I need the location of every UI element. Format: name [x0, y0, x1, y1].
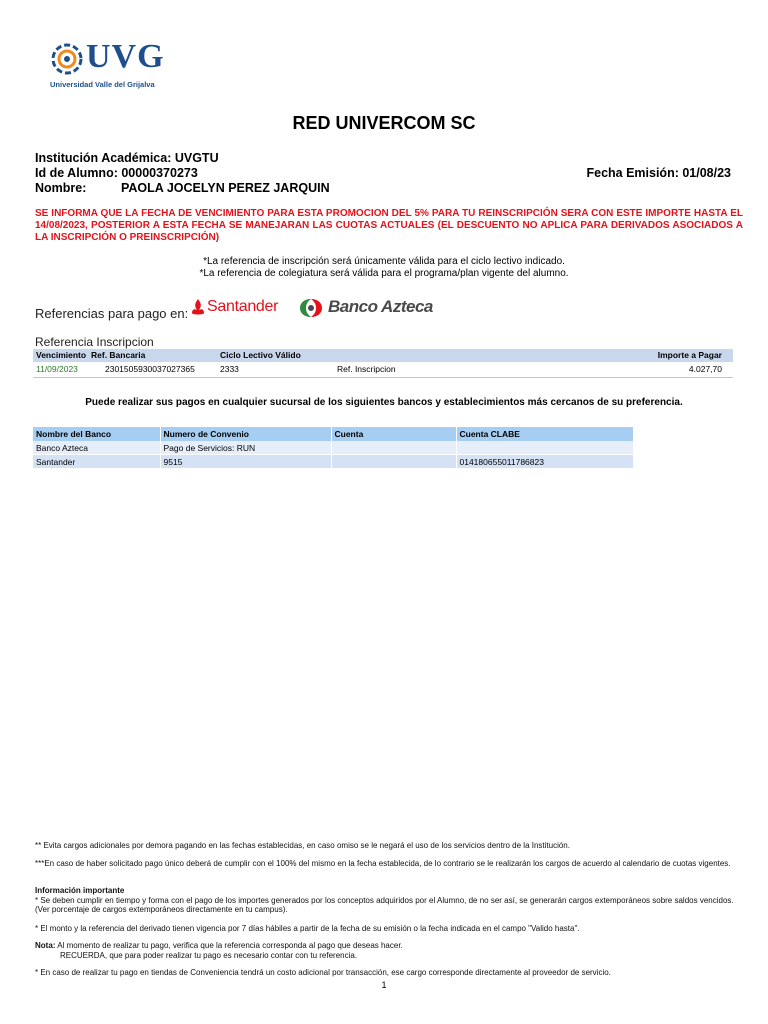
important-title: Información importante	[35, 886, 125, 895]
nota-text: Al momento de realizar tu pago, verifica que la referencia corresponda al pago que deseas hacer.	[57, 941, 403, 950]
note-inscription: *La referencia de inscripción será únicamente válida para el ciclo lectivo indicado.	[203, 256, 565, 267]
cell-due: 11/09/2023	[36, 364, 78, 374]
student-name: PAOLA JOCELYN PEREZ JARQUIN	[121, 181, 330, 195]
cell-clabe: 014180655011786823	[456, 455, 633, 469]
footer-note-1: ** Evita cargos adicionales por demora pagando en las fechas establecidas, en caso omiso se le negará el uso de los servicios dentro de la Institución.	[35, 841, 570, 850]
divider	[33, 377, 733, 378]
footer-validity: * El monto y la referencia del derivado tienen vigencia por 7 días hábiles a partir de la fecha de su emisión o la fecha indicada en el campo "Valido hasta".	[35, 924, 580, 933]
banks-table-header	[33, 427, 633, 441]
cell-agreement: 9515	[160, 455, 331, 469]
table-row	[33, 441, 633, 455]
ref-section-title: Referencia Inscripcion	[35, 335, 154, 349]
banks-table	[33, 427, 634, 469]
col-amount: Importe a Pagar	[657, 350, 722, 360]
cell-agreement: Pago de Servicios: RUN	[160, 441, 331, 455]
cell-cycle: 2333	[220, 364, 239, 374]
col-account: Cuenta	[331, 427, 456, 441]
uvg-logo	[50, 38, 175, 92]
promo-notice: SE INFORMA QUE LA FECHA DE VENCIMIENTO PARA ESTA PROMOCION DEL 5% PARA TU REINSCRIPCIÓN SERA CON ESTE IMPORTE HASTA EL 14/08/2023, POSTERIOR A ESTA FECHA SE MANEJARAN LAS CUOTAS ACTUALES (EL DESCUENTO NO APLICA PARA DERIVADOS ASOCIADOS A LA INSCRIPCIÓN O PREINSCRIPCIÓN)	[35, 208, 743, 243]
col-bank-name: Nombre del Banco	[33, 427, 160, 441]
footer-note-2: ***En caso de haber solicitado pago único deberá de cumplir con el 100% del mismo en la fecha establecida, de lo contrario se le realizarán los cargos de acuerdo al calendario de cuotas vigentes.	[35, 859, 731, 868]
page-number: 1	[381, 980, 387, 990]
cell-bank-name: Banco Azteca	[33, 441, 160, 455]
table-row	[33, 363, 733, 377]
cell-clabe	[456, 441, 633, 455]
col-bank-ref: Ref. Bancaria	[91, 350, 146, 360]
document-title: RED UNIVERCOM SC	[292, 113, 476, 133]
logo-text: UVG	[86, 38, 165, 75]
uvg-emblem-icon	[50, 42, 84, 76]
cell-bank-name: Santander	[33, 455, 160, 469]
cell-account	[331, 455, 456, 469]
footer-convenience: * En caso de realizar tu pago en tiendas de Conveniencia tendrá un costo adicional por transacción, ese cargo corresponde directamente al proveedor de servicio.	[35, 968, 611, 977]
nota-text-2: RECUERDA, que para poder realizar tu pago es necesario contar con tu referencia.	[60, 950, 358, 960]
cell-account	[331, 441, 456, 455]
ref-table-header	[33, 349, 733, 362]
santander-flame-icon	[190, 298, 206, 316]
banco-azteca-logo	[298, 295, 443, 321]
col-due: Vencimiento	[36, 350, 87, 360]
col-cycle: Ciclo Lectivo Válido	[220, 350, 301, 360]
institution: Institución Académica: UVGTU	[35, 151, 219, 165]
nota-label: Nota:	[35, 941, 56, 950]
cell-bank-ref: 2301505930037027365	[105, 364, 195, 374]
cell-amount: 4.027,70	[688, 364, 722, 374]
payment-refs-label: Referencias para pago en:	[35, 306, 189, 321]
azteca-emblem-icon	[298, 297, 324, 319]
banks-note: Puede realizar sus pagos en cualquier sucursal de los siguientes bancos y establecimientos más cercanos de su preferencia.	[85, 397, 683, 408]
important-text: * Se deben cumplir en tiempo y forma con el pago de los importes generados por los conceptos adquiridos por el Alumno, de no ser así, se generarán cargos extemporáneos sobre saldos vencidos. (Ver porcentaje de cargos extemporáneos directamente en tu campus).	[35, 895, 734, 914]
issue-date: Fecha Emisión: 01/08/23	[586, 166, 731, 180]
azteca-name: Banco Azteca	[328, 297, 433, 316]
table-row	[33, 455, 633, 469]
student-id: Id de Alumno: 00000370273	[35, 166, 198, 180]
logo-subtitle: Universidad Valle del Grijalva	[50, 80, 155, 89]
col-agreement: Numero de Convenio	[160, 427, 331, 441]
footer-nota	[35, 941, 735, 960]
important-section	[35, 886, 735, 915]
santander-name: Santander	[207, 298, 279, 315]
col-clabe: Cuenta CLABE	[456, 427, 633, 441]
note-tuition: *La referencia de colegiatura será válida para el programa/plan vigente del alumno.	[199, 268, 569, 279]
santander-logo	[188, 295, 286, 321]
cell-concept: Ref. Inscripcion	[337, 364, 396, 374]
name-label: Nombre:	[35, 181, 87, 195]
